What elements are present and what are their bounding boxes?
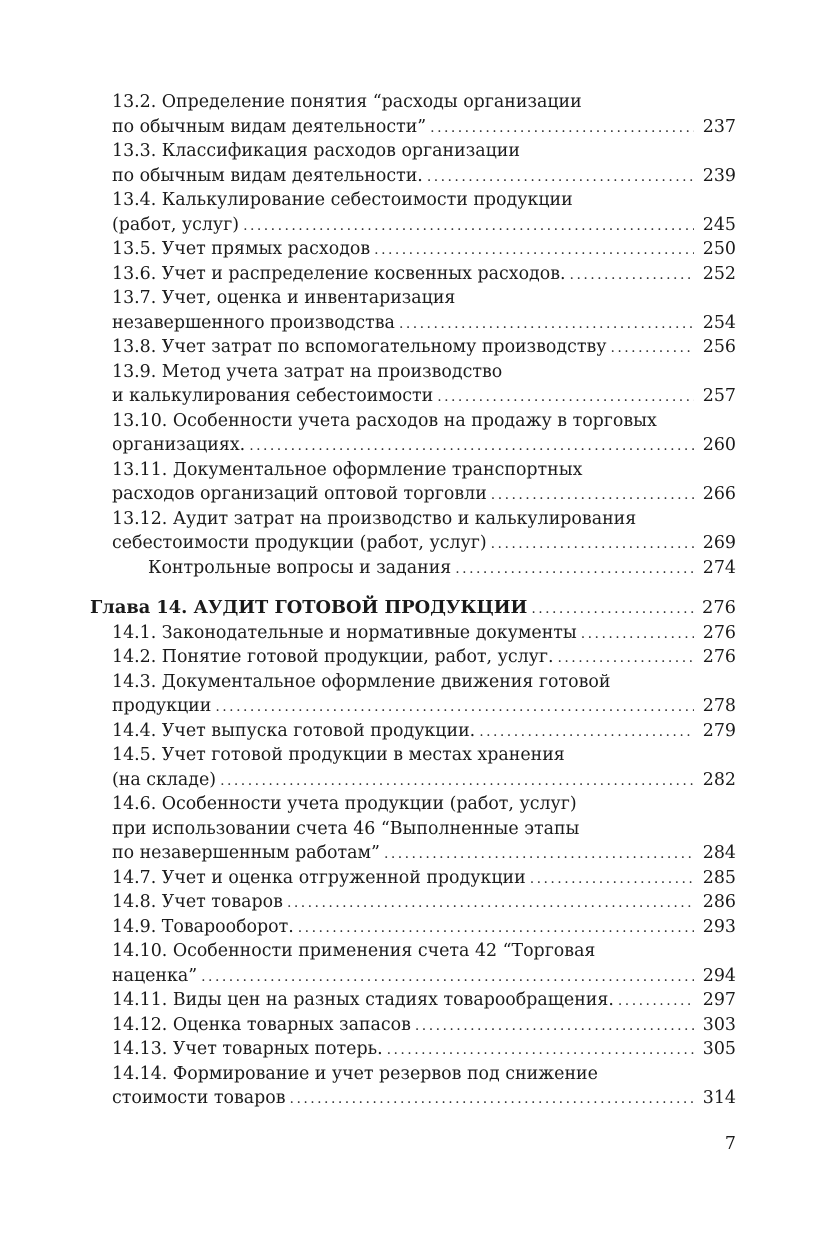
dot-leader [581, 622, 694, 647]
page-number: 7 [724, 1134, 736, 1154]
toc-entry-title: по обычным видам деятельности” [112, 116, 427, 137]
toc-entry-title: 14.8. Учет товаров [112, 892, 283, 912]
toc-entry-title: 14.4. Учет выпуска готовой продукции. [112, 720, 476, 741]
toc-line [90, 164, 736, 189]
dot-leader [287, 891, 694, 916]
dot-leader [455, 557, 694, 582]
toc-entry-title: наценка” [112, 965, 198, 986]
toc-entry-title: 13.6. Учет и распределение косвенных расходов. [112, 263, 566, 284]
toc-entry-title: 13.9. Метод учета затрат на производство [112, 361, 503, 382]
toc-line [90, 409, 736, 434]
toc-section-entry [90, 409, 736, 458]
toc-section-entry [90, 1013, 736, 1038]
toc-section-entry [90, 939, 736, 988]
dot-leader [558, 646, 695, 671]
dot-leader [570, 263, 694, 288]
dot-leader [298, 916, 694, 941]
toc-section-entry [90, 335, 736, 360]
toc-section-entry [90, 237, 736, 262]
toc-page-number: 278 [702, 696, 736, 716]
toc-line [90, 237, 736, 262]
toc-entry-title: продукции [112, 696, 212, 716]
dot-leader [427, 165, 694, 190]
toc-section-entry [90, 719, 736, 744]
toc-page-number: 276 [702, 597, 736, 618]
dot-leader [249, 434, 694, 459]
toc-page-number: 257 [702, 386, 736, 406]
toc-line [90, 719, 736, 744]
toc-line [90, 939, 736, 964]
toc-line [90, 645, 736, 670]
toc-page-number: 303 [702, 1014, 736, 1035]
dot-leader [531, 597, 694, 622]
toc-entry-title: 13.5. Учет прямых расходов [112, 239, 371, 259]
toc-entry-title: 14.11. Виды цен на разных стадиях товарообращения. [112, 990, 614, 1010]
toc-line [90, 556, 736, 581]
toc-line [90, 115, 736, 140]
toc-entry-title: по обычным видам деятельности. [112, 165, 423, 186]
toc-line [90, 768, 736, 793]
toc-entry-title: 13.2. Определение понятия “расходы организации [112, 92, 582, 112]
toc-page-number: 297 [702, 990, 736, 1010]
toc-line [90, 817, 736, 842]
dot-leader [201, 965, 694, 990]
toc-page-number: 294 [702, 965, 736, 986]
toc-section-entry [90, 188, 736, 237]
toc-page-number: 256 [702, 337, 736, 357]
toc-page-number: 250 [702, 239, 736, 259]
toc-page-number: 260 [702, 435, 736, 455]
toc-line [90, 743, 736, 768]
toc-entry-title: 13.4. Калькулирование себестоимости продукции [112, 190, 573, 210]
toc-line [90, 988, 736, 1013]
toc-line [90, 915, 736, 940]
dot-leader [374, 238, 694, 263]
toc-questions-entry [90, 556, 736, 581]
toc-line [90, 694, 736, 719]
toc-line [90, 1062, 736, 1087]
toc-line [90, 482, 736, 507]
toc-page-number: 276 [702, 622, 736, 643]
toc-page-number: 269 [702, 533, 736, 553]
toc-line [90, 286, 736, 311]
dot-leader [530, 867, 694, 892]
toc-entry-title: Глава 14. АУДИТ ГОТОВОЙ ПРОДУКЦИИ [90, 597, 528, 618]
toc-page-number: 305 [702, 1039, 736, 1059]
toc-line [90, 90, 736, 115]
toc-line [90, 213, 736, 238]
toc-line [90, 262, 736, 287]
toc-entry-title: 13.11. Документальное оформление транспортных [112, 459, 583, 480]
toc-line [90, 1086, 736, 1111]
toc-entry-title: 14.9. Товарооборот. [112, 916, 294, 937]
toc-chapter-entry [90, 596, 736, 621]
toc-entry-title: 14.12. Оценка товарных запасов [112, 1014, 411, 1035]
toc-page-number: 254 [702, 312, 736, 333]
toc-page-number: 282 [702, 769, 736, 790]
toc-entry-title: себестоимости продукции (работ, услуг) [112, 533, 487, 553]
toc-entry-title: по незавершенным работам” [112, 843, 380, 863]
toc-entry-title: 13.8. Учет затрат по вспомогательному производству [112, 337, 607, 357]
toc-entry-title: (на складе) [112, 769, 217, 790]
toc-page-number: 274 [702, 557, 736, 578]
toc-line [90, 360, 736, 385]
toc-page-number: 314 [702, 1088, 736, 1108]
toc-line [90, 1013, 736, 1038]
toc-entry-title: незавершенного производства [112, 312, 395, 333]
toc-section-entry [90, 915, 736, 940]
toc-entry-title: 13.10. Особенности учета расходов на продажу в торговых [112, 410, 657, 431]
toc-page-number: 245 [702, 214, 736, 235]
toc-page-number: 286 [702, 892, 736, 912]
toc-section-entry [90, 1062, 736, 1111]
toc-page-number: 293 [702, 916, 736, 937]
toc-page-number: 252 [702, 263, 736, 284]
dot-leader [243, 214, 694, 239]
dot-leader [430, 116, 694, 141]
toc-entry-title: стоимости товаров [112, 1088, 286, 1108]
toc-entry-title: 14.14. Формирование и учет резервов под снижение [112, 1063, 598, 1084]
dot-leader [215, 695, 694, 720]
dot-leader [479, 720, 694, 745]
toc-section-entry [90, 890, 736, 915]
toc-entry-title: расходов организаций оптовой торговли [112, 484, 487, 504]
dot-leader [387, 1038, 694, 1063]
toc-line [90, 458, 736, 483]
toc-section-entry [90, 262, 736, 287]
toc-section-entry [90, 458, 736, 507]
toc-entry-title: 14.1. Законодательные и нормативные документы [112, 622, 577, 643]
toc-page-number: 279 [702, 720, 736, 741]
dot-leader [415, 1014, 694, 1039]
toc-line [90, 139, 736, 164]
toc-line [90, 433, 736, 458]
toc-section-entry [90, 139, 736, 188]
dot-leader [618, 989, 694, 1014]
toc-line [90, 531, 736, 556]
dot-leader [437, 385, 694, 410]
dot-leader [290, 1087, 694, 1112]
dot-leader [491, 532, 694, 557]
toc-section-entry [90, 670, 736, 719]
toc-line [90, 792, 736, 817]
toc-page-number: 237 [702, 116, 736, 137]
toc-entry-title: и калькулирования себестоимости [112, 386, 434, 406]
toc-line [90, 1037, 736, 1062]
dot-leader [399, 312, 694, 337]
toc-entry-title: 14.10. Особенности применения счета 42 “Торговая [112, 941, 596, 961]
toc-section-entry [90, 1037, 736, 1062]
toc-section-entry [90, 286, 736, 335]
toc-entry-title: (работ, услуг) [112, 214, 240, 235]
toc-line [90, 964, 736, 989]
toc-entry-title: 13.12. Аудит затрат на производство и калькулирования [112, 508, 637, 529]
toc-page-number: 239 [702, 165, 736, 186]
dot-leader [220, 769, 694, 794]
toc-entry-title: 14.7. Учет и оценка отгруженной продукции [112, 867, 526, 888]
toc-entry-title: 14.3. Документальное оформление движения готовой [112, 671, 611, 692]
table-of-contents [90, 90, 736, 1111]
toc-line [90, 670, 736, 695]
toc-page-number: 285 [702, 867, 736, 888]
dot-leader [491, 483, 694, 508]
toc-section-entry [90, 621, 736, 646]
toc-line [90, 384, 736, 409]
toc-entry-title: Контрольные вопросы и задания [148, 557, 452, 578]
toc-line [90, 596, 736, 621]
toc-entry-title: 13.7. Учет, оценка и инвентаризация [112, 288, 456, 308]
toc-line [90, 335, 736, 360]
toc-line [90, 311, 736, 336]
toc-line [90, 621, 736, 646]
toc-section-entry [90, 988, 736, 1013]
dot-leader [610, 336, 694, 361]
toc-entry-title: 14.5. Учет готовой продукции в местах хранения [112, 745, 565, 765]
toc-section-entry [90, 90, 736, 139]
toc-entry-title: 14.6. Особенности учета продукции (работ, услуг) [112, 794, 577, 814]
toc-entry-title: 14.2. Понятие готовой продукции, работ, услуг. [112, 647, 554, 667]
toc-entry-title: 13.3. Классификация расходов организации [112, 141, 520, 161]
dot-leader [384, 842, 694, 867]
toc-section-entry [90, 645, 736, 670]
toc-line [90, 507, 736, 532]
toc-line [90, 890, 736, 915]
toc-line [90, 841, 736, 866]
toc-page-number: 266 [702, 484, 736, 504]
toc-section-entry [90, 360, 736, 409]
toc-line [90, 188, 736, 213]
toc-entry-title: организациях. [112, 435, 246, 455]
toc-line [90, 866, 736, 891]
toc-page-number: 284 [702, 843, 736, 863]
toc-page-number: 276 [702, 647, 736, 667]
toc-entry-title: 14.13. Учет товарных потерь. [112, 1039, 383, 1059]
toc-section-entry [90, 792, 736, 866]
toc-section-entry [90, 866, 736, 891]
toc-section-entry [90, 743, 736, 792]
toc-entry-title: при использовании счета 46 “Выполненные этапы [112, 818, 580, 839]
toc-section-entry [90, 507, 736, 556]
